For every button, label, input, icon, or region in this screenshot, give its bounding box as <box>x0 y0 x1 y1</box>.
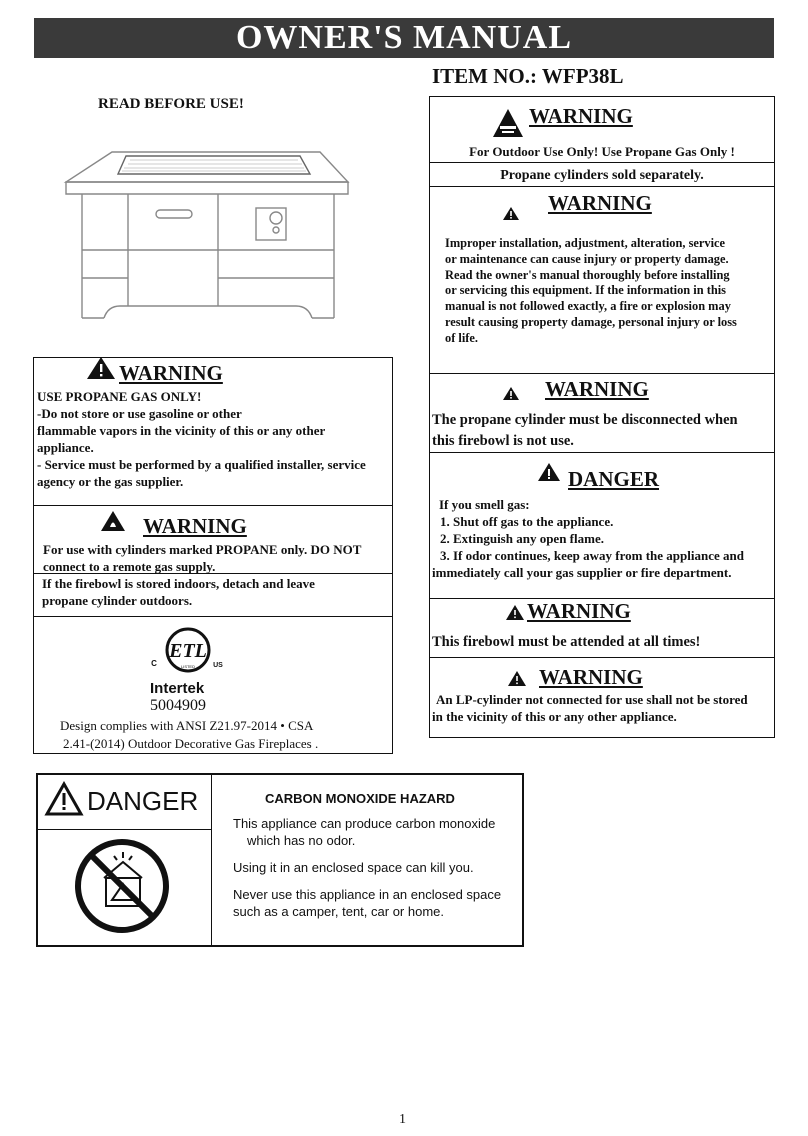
divider <box>430 452 774 453</box>
installation-line: or maintenance can cause injury or property damage. <box>445 251 729 266</box>
left-warning-2-title: WARNING <box>143 514 247 538</box>
right-warning-2-title: WARNING <box>548 191 652 215</box>
intertek-brand: Intertek <box>150 680 205 697</box>
left-warning-1-line: flammable vapors in the vicinity of this or any other <box>37 423 326 438</box>
page-number: 1 <box>399 1112 406 1127</box>
left-warning-1-title: WARNING <box>119 361 223 385</box>
danger-line: 3. If odor continues, keep away from the appliance and <box>440 548 744 563</box>
left-warning-1-line: USE PROPANE GAS ONLY! <box>37 389 202 404</box>
right-warning-1-title: WARNING <box>529 104 633 128</box>
divider <box>430 162 774 163</box>
co-line: Never use this appliance in an enclosed space <box>233 887 502 902</box>
warning-triangle-icon <box>502 386 520 401</box>
fire-table-illustration <box>58 150 358 330</box>
installation-line: manual is not followed exactly, a fire or explosion may <box>445 299 731 314</box>
co-label-divider <box>211 774 212 946</box>
left-warning-1-line: agency or the gas supplier. <box>37 474 184 489</box>
storage-line: If the firebowl is stored indoors, detach and leave <box>42 576 315 591</box>
fire-hazard-triangle-icon <box>100 510 126 532</box>
installation-line: Improper installation, adjustment, alteration, service <box>445 236 726 250</box>
left-warning-1-line: appliance. <box>37 440 94 455</box>
danger-line: 1. Shut off gas to the appliance. <box>440 514 614 529</box>
fire-warning-triangle-icon <box>492 108 524 138</box>
co-line: Using it in an enclosed space can kill you. <box>233 860 474 875</box>
certification-statement <box>60 717 380 753</box>
lp-cylinder-storage-text <box>432 691 772 725</box>
cert-line: 2.41-(2014) Outdoor Decorative Gas Fireplaces . <box>63 736 319 751</box>
disconnect-line: this firebowl is not use. <box>432 433 574 449</box>
danger-line: 2. Extinguish any open flame. <box>440 531 604 546</box>
danger-line: If you smell gas: <box>439 497 530 512</box>
warning-triangle-icon <box>505 604 525 621</box>
warning-triangle-icon <box>507 670 527 687</box>
danger-line: immediately call your gas supplier or fire department. <box>432 565 732 580</box>
listed-letters: LISTED <box>180 664 196 669</box>
co-line: This appliance can produce carbon monoxide <box>233 816 496 831</box>
co-line: such as a camper, tent, car or home. <box>233 904 444 919</box>
cert-line: Design complies with ANSI Z21.97-2014 • CSA <box>60 718 314 733</box>
lp-line: in the vicinity of this or any other appliance. <box>432 709 677 724</box>
cylinders-note: Propane cylinders sold separately. <box>500 168 704 183</box>
gas-smell-instructions <box>432 496 774 581</box>
left-warning-2-storage-text <box>42 575 387 609</box>
installation-line: or servicing this equipment. If the information in this <box>445 283 726 298</box>
disconnect-line: The propane cylinder must be disconnected when <box>432 412 738 428</box>
installation-warning-text <box>445 236 770 347</box>
outdoor-use-text: For Outdoor Use Only! Use Propane Gas Only ! <box>469 144 735 159</box>
danger-triangle-icon <box>537 462 561 482</box>
certification-number: 5004909 <box>150 697 206 714</box>
installation-line: Read the owner's manual thoroughly before installing <box>445 267 730 282</box>
no-enclosed-space-icon <box>74 838 170 934</box>
etl-listed-mark <box>148 626 228 680</box>
co-label-divider <box>37 829 211 830</box>
left-warning-1-line: -Do not store or use gasoline or other <box>37 406 242 421</box>
right-warning-4-title: WARNING <box>527 599 631 623</box>
co-line: which has no odor. <box>247 833 356 848</box>
danger-outline-triangle-icon <box>44 781 84 817</box>
left-warning-1-text <box>37 388 387 490</box>
attended-text: This firebowl must be attended at all times! <box>432 634 701 650</box>
co-heading: CARBON MONOXIDE HAZARD <box>265 791 455 806</box>
co-text <box>233 815 518 920</box>
left-warning-2-line: connect to a remote gas supply. <box>43 559 216 574</box>
divider <box>34 573 392 574</box>
read-before-use: READ BEFORE USE! <box>98 96 244 112</box>
co-danger-word: DANGER <box>87 786 199 816</box>
etl-letters: ETL <box>169 640 207 662</box>
lp-line: An LP-cylinder not connected for use shall not be stored <box>436 692 748 707</box>
installation-line: result causing property damage, personal injury or loss <box>445 314 737 329</box>
divider <box>430 186 774 187</box>
danger-title: DANGER <box>568 467 660 491</box>
divider <box>430 657 774 658</box>
warning-triangle-icon <box>502 206 520 221</box>
us-mark: US <box>213 662 223 669</box>
left-warning-1-line: - Service must be performed by a qualified installer, service <box>37 457 366 472</box>
item-number: ITEM NO.: WFP38L <box>432 64 624 88</box>
right-warning-3-title: WARNING <box>545 377 649 401</box>
divider <box>430 373 774 374</box>
left-warning-2-text <box>43 541 388 575</box>
disconnect-cylinder-text <box>432 410 772 452</box>
storage-line: propane cylinder outdoors. <box>42 593 193 608</box>
manual-title: OWNER'S MANUAL <box>34 18 774 58</box>
warning-triangle-icon <box>86 356 116 380</box>
installation-line: of life. <box>445 330 479 345</box>
right-warning-5-title: WARNING <box>539 665 643 689</box>
c-mark: C <box>151 659 157 668</box>
left-warning-2-line: For use with cylinders marked PROPANE only. DO NOT <box>43 542 362 557</box>
